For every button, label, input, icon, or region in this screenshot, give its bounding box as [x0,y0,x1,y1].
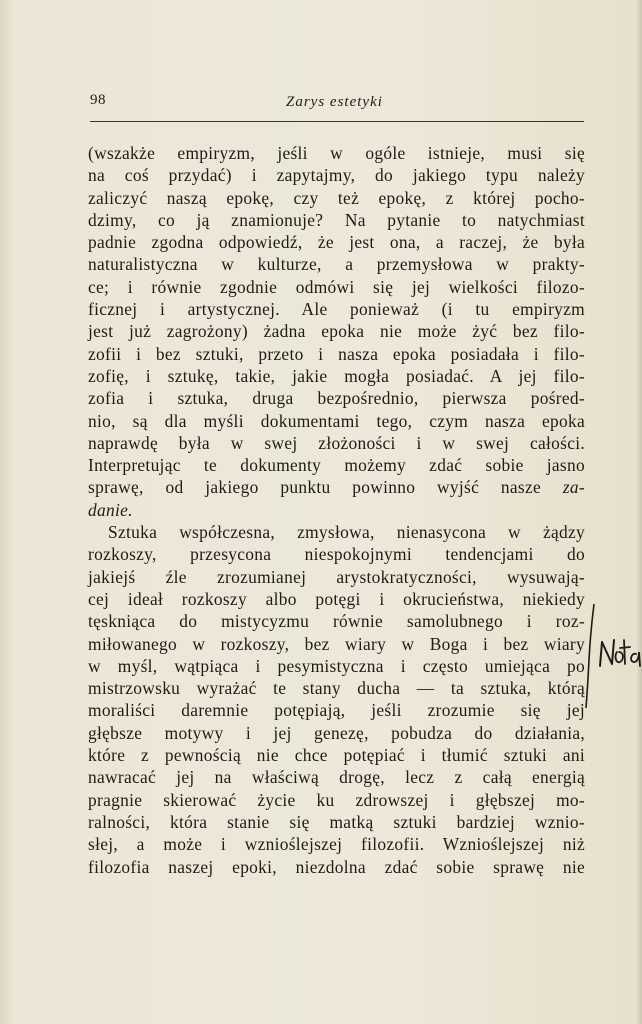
body-text [88,142,585,878]
text-line: naprawdę była w swej złożoności i w swej całości. [88,432,585,453]
text-line: cej ideał rozkoszy albo potęgi i okrucieństwa, niekiedy [88,588,585,609]
page-header [90,92,584,116]
text-line: które z pewnością nie chce potępiać i tłumić sztuki ani [88,745,585,766]
text-line: naturalistyczna w kulturze, a przemysłowa w prakty- [88,254,585,275]
handwritten-margin-note [584,600,642,710]
header-rule [90,121,584,122]
text-line: głębsze motywy i jej genezę, pobudza do działania, [88,722,585,743]
text-line: pragnie skierować życie ku zdrowszej i głębszej mo- [88,789,585,810]
italic-word-fragment: za- [562,477,585,498]
text-line: zofii i bez sztuki, przeto i nasza epoka posiadała i filo- [88,343,585,364]
page-edge-shadow [636,0,642,1024]
text-line: filozofia naszej epoki, niezdolna zdać sobie sprawę nie [88,856,585,877]
text-line [88,476,585,498]
text-line: w myśl, wątpiąca i pesymistyczna i często umiejąca po [88,655,585,676]
text-line: na coś przydać) i zapytajmy, do jakiego typu należy [88,165,585,186]
text-line: zaliczyć naszą epokę, czy też epokę, z której pocho- [88,187,585,208]
text-line: ralności, która stanie się matką sztuki bardziej wznio- [88,811,585,832]
text-line: zofia i sztuka, druga bezpośrednio, pierwsza pośred- [88,388,585,409]
text-line: (wszakże empiryzm, jeśli w ogóle istnieje, musi się [88,143,585,163]
text-line: ficznej i artystycznej. Ale ponieważ (i tu empiryzm [88,299,585,320]
text-line: jakiejś źle zrozumianej arystokratyczności, wysuwają- [88,566,585,587]
text-line: padnie zgodna odpowiedź, że jest ona, a raczej, że była [88,232,585,253]
text-line: ce; i równie zgodnie odmówi się jej wielkości filozo- [88,276,585,297]
text-line: nawracać jej na właściwą drogę, lecz z całą energią [88,767,585,788]
text-line: Interpretując te dokumenty możemy zdać sobie jasno [88,455,585,476]
text-line: miłowanego w rozkoszy, bez wiary w Boga i bez wiary [88,633,585,654]
paragraph-2 [88,521,585,878]
text-line-start: sprawę, od jakiego punktu powinno wyjść nasze [88,477,542,498]
text-line: jest już zagrożony) żadna epoka nie może żyć bez filo- [88,321,585,342]
text-line: dzimy, co ją znamionuje? Na pytanie to natychmiast [88,209,585,230]
text-line: mistrzowsku wyrażać te stany ducha — ta sztuka, którą [88,678,585,699]
handwritten-nota-icon [584,600,642,710]
text-line [88,499,585,521]
text-line: zofię, i sztukę, takie, jakie mogła posiadać. A jej filo- [88,365,585,386]
running-title: Zarys estetyki [286,94,383,110]
paragraph-1 [88,142,585,521]
italic-word-end: danie. [88,499,133,520]
text-line: nio, są dla myśli dokumentami tego, czym nasza epoka [88,410,585,431]
text-line: rozkoszy, przesycona niespokojnymi tendencjami do [88,544,585,565]
text-line: słej, a może i wznioślejszej filozofii. Wznioślejszej niż [88,834,585,855]
page-number: 98 [90,92,106,108]
text-line: moraliści daremnie potępiają, jeśli zrozumie się jej [88,700,585,721]
text-line: tęskniąca do mistycyzmu równie samolubnego i roz- [88,611,585,632]
text-line: Sztuka współczesna, zmysłowa, nienasycona w żądzy [108,522,585,543]
